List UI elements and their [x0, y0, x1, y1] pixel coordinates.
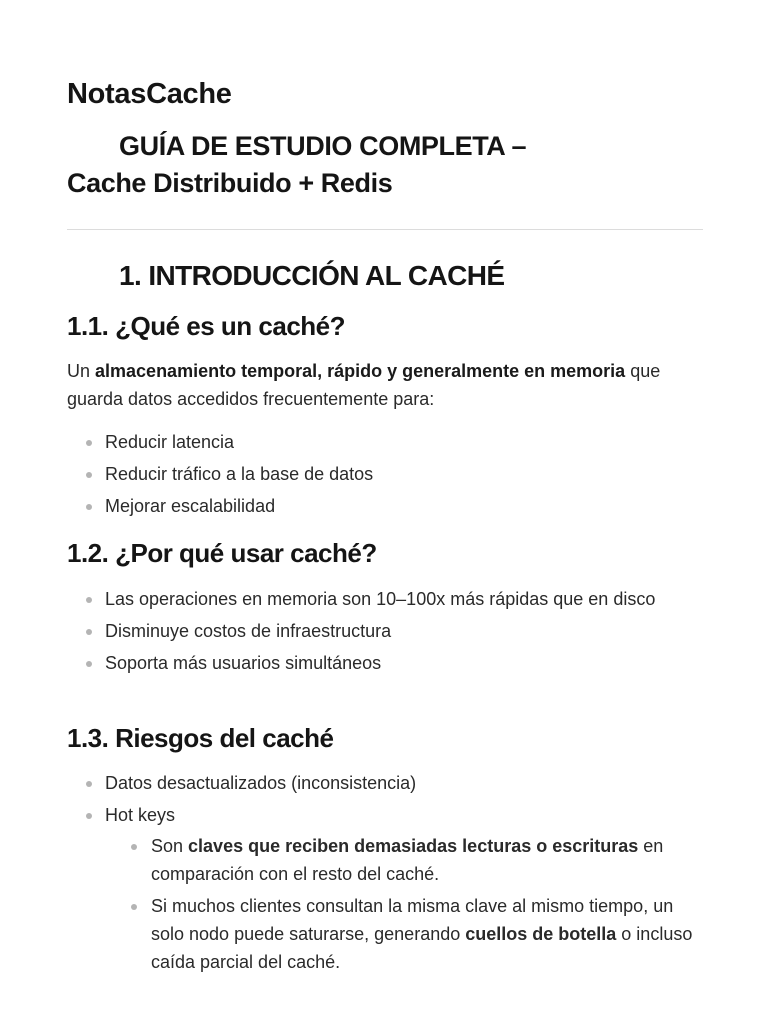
- list-item: [67, 769, 703, 797]
- section-1-1-list: [67, 428, 703, 524]
- bullet-icon: [131, 844, 137, 850]
- bullet-icon: [131, 904, 137, 910]
- sub-item-prefix: Son: [151, 836, 189, 856]
- list-item: [67, 460, 703, 488]
- document-title-line-2: Cache Distribuido + Redis: [67, 168, 393, 198]
- bullet-icon: [86, 472, 92, 478]
- list-item-text: Mejorar escalabilidad: [105, 496, 276, 516]
- section-1-3-list: [67, 769, 703, 980]
- sub-item-suffix: en comparación con el resto del caché.: [151, 836, 664, 884]
- list-item: [67, 649, 703, 677]
- sub-item-prefix: Si muchos clientes consultan la misma clave al mismo tiempo, un solo nodo puede saturarse, generando: [151, 896, 674, 944]
- app-title: NotasCache: [67, 78, 232, 110]
- bullet-icon: [86, 629, 92, 635]
- bullet-icon: [86, 781, 92, 787]
- section-1-2-heading: 1.2. ¿Por qué usar caché?: [67, 538, 377, 568]
- section-1-2-list: [67, 585, 703, 681]
- bullet-icon: [86, 504, 92, 510]
- intro-prefix: Un: [67, 361, 96, 381]
- bullet-icon: [86, 661, 92, 667]
- list-item: [67, 617, 703, 645]
- list-item-text: Reducir tráfico a la base de datos: [105, 464, 374, 484]
- list-item: [67, 801, 703, 976]
- document-title: [67, 128, 703, 202]
- sub-list-item: [105, 892, 703, 976]
- section-1-1-heading: 1.1. ¿Qué es un caché?: [67, 311, 345, 341]
- sub-item-bold: claves que reciben demasiadas lecturas o escrituras: [188, 836, 639, 856]
- sub-item-suffix: o incluso caída parcial del caché.: [151, 924, 693, 972]
- list-item: [67, 585, 703, 613]
- list-item: [67, 428, 703, 456]
- bullet-icon: [86, 813, 92, 819]
- sub-item-bold: cuellos de botella: [465, 924, 617, 944]
- intro-bold: almacenamiento temporal, rápido y generalmente en memoria: [95, 361, 626, 381]
- section-divider: [67, 229, 703, 230]
- list-item: [67, 492, 703, 520]
- bullet-icon: [86, 440, 92, 446]
- bullet-icon: [86, 597, 92, 603]
- list-item-text: Las operaciones en memoria son 10–100x más rápidas que en disco: [105, 589, 656, 609]
- hot-keys-sublist: [105, 832, 703, 976]
- list-item-text: Soporta más usuarios simultáneos: [105, 653, 382, 673]
- list-item-text: Hot keys: [105, 805, 176, 825]
- section-1-heading: 1. INTRODUCCIÓN AL CACHÉ: [119, 260, 505, 291]
- list-item-text: Datos desactualizados (inconsistencia): [105, 773, 417, 793]
- document-title-line-1: GUÍA DE ESTUDIO COMPLETA –: [119, 131, 527, 161]
- sub-list-item: [105, 832, 703, 888]
- list-item-text: Reducir latencia: [105, 432, 235, 452]
- list-item-text: Disminuye costos de infraestructura: [105, 621, 392, 641]
- intro-suffix: que guarda datos accedidos frecuentemente para:: [67, 361, 661, 409]
- section-1-3-heading: 1.3. Riesgos del caché: [67, 723, 334, 753]
- section-1-1-intro: [67, 357, 667, 413]
